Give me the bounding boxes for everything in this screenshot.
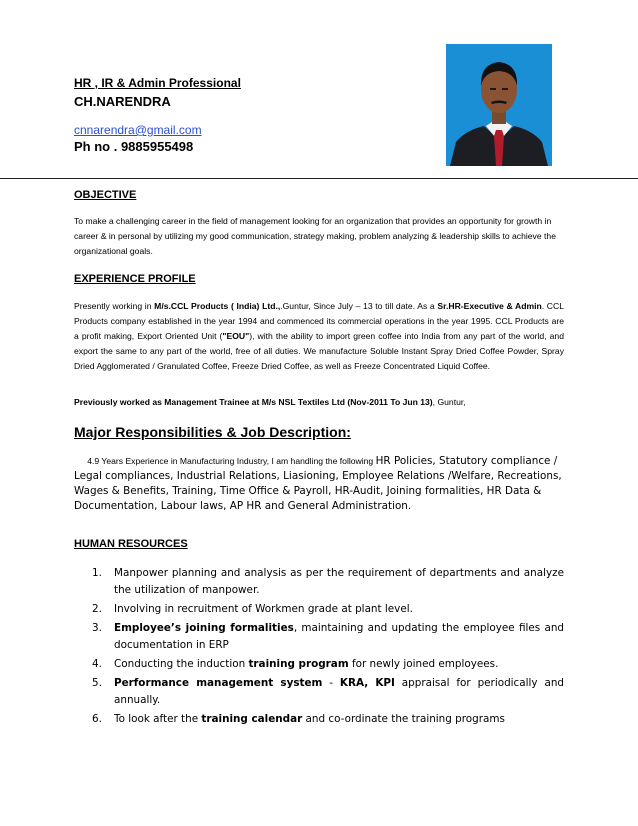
list-item	[92, 601, 564, 618]
intro-small-text: 4.9 Years Experience in Manufacturing Industry, I am handling the following	[87, 456, 376, 466]
item-text: , maintaining and updating the employee files and documentation in ERP	[114, 622, 565, 651]
objective-heading: OBJECTIVE	[74, 189, 137, 201]
eou-label: "EOU"	[222, 331, 250, 341]
profile-photo	[446, 44, 552, 166]
item-bold-text: Performance management system	[114, 677, 323, 689]
list-number: 1.	[92, 567, 102, 579]
human-resources-heading: HUMAN RESOURCES	[74, 538, 188, 550]
item-bold-text: KRA, KPI	[339, 677, 395, 689]
previous-role: Previously worked as Management Trainee at M/s NSL Textiles Ltd (Nov-2011 To Jun 13)	[74, 397, 433, 407]
list-number: 5.	[92, 677, 102, 689]
phone-number: Ph no . 9885955498	[74, 139, 194, 154]
experience-text: Presently working in	[74, 301, 155, 311]
header-block	[74, 76, 241, 156]
list-item	[92, 565, 564, 599]
list-item	[92, 656, 564, 673]
item-text: Manpower planning and analysis as per the requirement of departments and analyze the utilization of manpower.	[114, 567, 564, 596]
list-item	[92, 711, 564, 728]
experience-text: ), with the ability to import green coffee into India from any part of the world, and export the same to any part of the world, free of all duties. We manufacture Soluble Instant Spray Dried Coffee Powder, Spray Dried Agglomerated / Granulated Coffee, Freeze Dried Coffee, as well as Freeze Concentrated Liquid Coffee.	[74, 331, 564, 371]
experience-heading: EXPERIENCE PROFILE	[74, 273, 196, 285]
experience-text: .Guntur, Since July – 13 to till date. As a	[280, 301, 438, 311]
item-bold-text: Employee’s joining formalities	[114, 622, 294, 634]
previous-location: , Guntur,	[432, 397, 466, 407]
job-role: Sr.HR-Executive & Admin	[437, 301, 542, 311]
company-name: M/s.CCL Products ( India) Ltd.,	[154, 301, 281, 311]
list-number: 4.	[92, 658, 102, 670]
email-link[interactable]: cnnarendra@gmail.com	[74, 123, 202, 137]
item-text: for newly joined employees.	[348, 658, 499, 670]
experience-text: . CCL Products company established in the year 1994 and commenced its commercial operations in the year 1995. CCL Products are a profit making, Export Oriented Unit (	[74, 301, 565, 341]
header-divider	[0, 178, 638, 179]
candidate-name: CH.NARENDRA	[74, 94, 171, 109]
experience-current	[74, 299, 564, 374]
item-bold-text: training program	[248, 658, 349, 670]
hr-responsibilities-list	[92, 565, 564, 730]
item-text: and co-ordinate the training programs	[302, 713, 505, 725]
objective-text: To make a challenging career in the field of management looking for an organization that provides an opportunity for growth in career & in personal by utilizing my good communication, strategy making, problem analyzing & leadership skills to achieve the organizational goals.	[74, 216, 556, 256]
list-number: 2.	[92, 603, 102, 615]
portrait-image	[446, 44, 552, 166]
item-text: appraisal for periodically and annually.	[114, 677, 564, 706]
intro-main-text: HR Policies, Statutory compliance / Legal compliances, Industrial Relations, Liasioning, Employee Relations /Welfare, Recreations, Wages & Benefits, Training, Time Office & Payroll, HR-Audit, Joining formalities, HR Data & Documentation, Labour laws, AP HR and General Administration.	[74, 455, 562, 512]
experience-previous	[74, 395, 564, 410]
item-text: To look after the	[114, 713, 202, 725]
list-item	[92, 620, 564, 654]
responsibilities-heading: Major Responsibilities & Job Description:	[74, 424, 351, 440]
list-number: 3.	[92, 622, 102, 634]
list-number: 6.	[92, 713, 102, 725]
item-text: -	[322, 677, 340, 689]
item-text: Conducting the induction	[114, 658, 249, 670]
professional-title: HR , IR & Admin Professional	[74, 76, 241, 90]
responsibilities-intro	[74, 454, 564, 514]
item-text: Involving in recruitment of Workmen grade at plant level.	[114, 603, 413, 615]
list-item	[92, 675, 564, 709]
item-bold-text: training calendar	[201, 713, 303, 725]
